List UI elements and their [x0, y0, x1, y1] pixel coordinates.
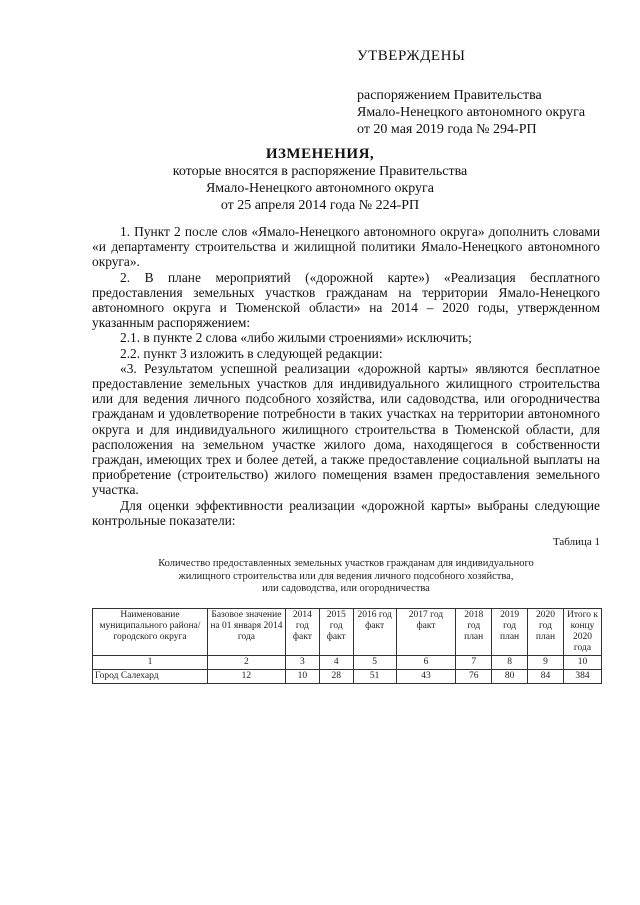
table-column-number-row: [93, 656, 602, 670]
caption-line: или садоводства, или огородничества: [262, 583, 430, 594]
column-number: 6: [396, 656, 456, 670]
table-header: 2015 год факт: [319, 609, 353, 656]
table-row: [93, 670, 602, 684]
table-caption: [92, 558, 600, 596]
paragraph: 1. Пункт 2 после слов «Ямало-Ненецкого автономного округа» дополнить словами «и департаменту строительства и жилищной политики Ямало-Ненецкого автономного округа».: [92, 224, 600, 270]
table-cell: 76: [456, 670, 492, 684]
title-line: которые вносятся в распоряжение Правительства: [172, 164, 468, 179]
table-cell: 51: [353, 670, 396, 684]
approval-line: распоряжением Правительства: [357, 88, 542, 103]
title-line: от 25 апреля 2014 года № 224-РП: [220, 198, 420, 213]
table-header-row: [93, 609, 602, 656]
approval-line: от 20 мая 2019 года № 294-РП: [357, 122, 537, 137]
table-cell: Город Салехард: [93, 670, 208, 684]
table-cell: 12: [207, 670, 285, 684]
paragraph: Для оценки эффективности реализации «дорожной карты» выбраны следующие контрольные показатели:: [92, 497, 600, 528]
approval-line: Ямало-Ненецкого автономного округа: [357, 105, 586, 120]
paragraph: 2.1. в пункте 2 слова «либо жилыми строениями» исключить;: [120, 330, 472, 346]
document-title: [0, 146, 640, 214]
table-header: 2017 год факт: [396, 609, 456, 656]
table-cell: 384: [563, 670, 601, 684]
column-number: 2: [207, 656, 285, 670]
column-number: 8: [492, 656, 528, 670]
paragraph: 2. В плане мероприятий («дорожной карте») «Реализация бесплатного предоставления земельных участков гражданам на территории Ямало-Ненецкого автономного округа и Тюменской области» на 2014 – 2020 годы, утвержденном указанным распоряжением:: [92, 269, 600, 331]
table-header: 2018 год план: [456, 609, 492, 656]
column-number: 10: [563, 656, 601, 670]
paragraph: 2.2. пункт 3 изложить в следующей редакции:: [120, 345, 383, 361]
document-body: [92, 224, 600, 528]
caption-line: Количество предоставленных земельных участков гражданам для индивидуального: [158, 558, 534, 569]
column-number: 5: [353, 656, 396, 670]
table-cell: 10: [285, 670, 319, 684]
approval-block: [357, 48, 585, 138]
table-header: 2020 год план: [528, 609, 564, 656]
column-number: 3: [285, 656, 319, 670]
title-heading: ИЗМЕНЕНИЯ,: [265, 146, 375, 162]
table-header: 2016 год факт: [353, 609, 396, 656]
table-header: Итого к концу 2020 года: [563, 609, 601, 656]
table-label: Таблица 1: [552, 536, 600, 548]
table-header: 2014 год факт: [285, 609, 319, 656]
column-number: 7: [456, 656, 492, 670]
paragraph: «3. Результатом успешной реализации «дорожной карты» являются бесплатное предоставление земельных участков для индивидуального жилищного строительства или для ведения личного подсобного хозяйства, или садоводства, или огородничества гражданам и удовлетворение потребности в таких участках на территории автономного округа и для индивидуального жилищного строительства в Тюменской области, для расположения на земельном участке жилого дома, находящегося в собственности граждан, имеющих трех и более детей, а также предоставление социальной выплаты на приобретение (строительство) жилого помещения взамен предоставления земельного участка.: [92, 360, 600, 498]
approval-heading: УТВЕРЖДЕНЫ: [357, 48, 466, 64]
table-header: Наименование муниципального района/городского округа: [93, 609, 208, 656]
title-line: Ямало-Ненецкого автономного округа: [205, 181, 435, 196]
table-header: 2019 год план: [492, 609, 528, 656]
column-number: 9: [528, 656, 564, 670]
caption-line: жилищного строительства или для ведения личного подсобного хозяйства,: [178, 570, 514, 582]
column-number: 1: [93, 656, 208, 670]
table-header: Базовое значение на 01 января 2014 года: [207, 609, 285, 656]
indicators-table: [92, 608, 602, 684]
table-cell: 84: [528, 670, 564, 684]
table-cell: 80: [492, 670, 528, 684]
table-cell: 28: [319, 670, 353, 684]
column-number: 4: [319, 656, 353, 670]
table-cell: 43: [396, 670, 456, 684]
